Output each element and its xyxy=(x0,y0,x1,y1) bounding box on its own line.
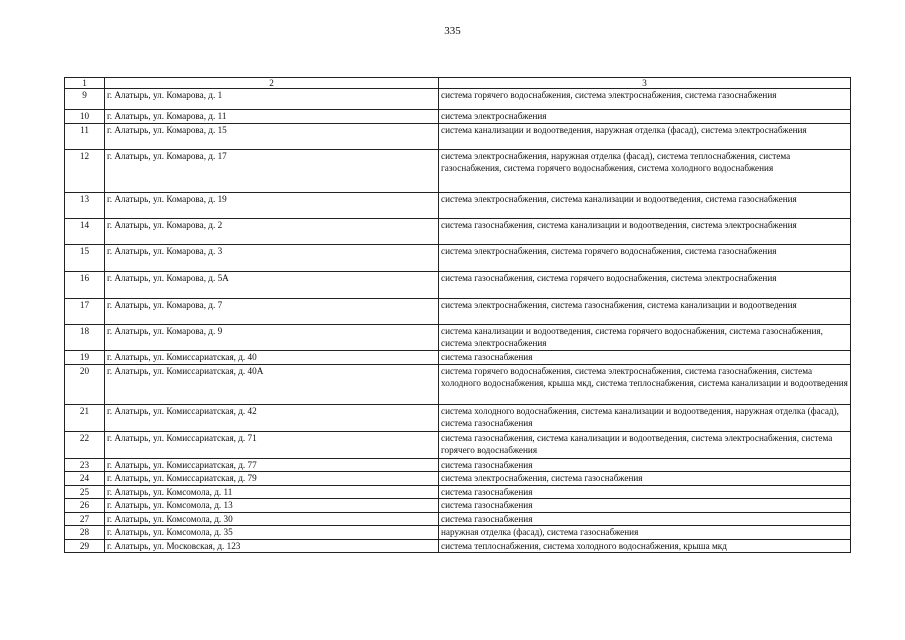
row-number-cell: 17 xyxy=(65,298,105,324)
systems-cell: система электроснабжения, наружная отделка (фасад), система теплоснабжения, система газоснабжения, система горячего водоснабжения, система холодного водоснабжения xyxy=(439,149,851,192)
table-row xyxy=(65,472,851,486)
table-row xyxy=(65,123,851,149)
row-number-cell: 18 xyxy=(65,324,105,350)
address-cell: г. Алатырь, ул. Комарова, д. 7 xyxy=(105,298,439,324)
systems-cell: система канализации и водоотведения, наружная отделка (фасад), система электроснабжения xyxy=(439,123,851,149)
systems-table xyxy=(64,77,851,553)
table-row xyxy=(65,458,851,472)
table-row xyxy=(65,404,851,431)
table-row xyxy=(65,192,851,218)
table-header-row xyxy=(65,78,851,89)
row-number-cell: 13 xyxy=(65,192,105,218)
systems-cell: система газоснабжения xyxy=(439,350,851,364)
table-row xyxy=(65,89,851,110)
column-header-systems: 3 xyxy=(439,78,851,89)
address-cell: г. Алатырь, ул. Комсомола, д. 13 xyxy=(105,499,439,513)
row-number-cell: 10 xyxy=(65,110,105,124)
systems-cell: система горячего водоснабжения, система электроснабжения, система газоснабжения, система холодного водоснабжения, крыша мкд, система теплоснабжения, система канализации и водоотведения xyxy=(439,364,851,404)
address-cell: г. Алатырь, ул. Комиссариатская, д. 71 xyxy=(105,431,439,458)
table-row xyxy=(65,499,851,513)
table-row xyxy=(65,350,851,364)
table-row xyxy=(65,244,851,271)
systems-cell: система холодного водоснабжения, система канализации и водоотведения, наружная отделка (фасад), система газоснабжения xyxy=(439,404,851,431)
address-cell: г. Алатырь, ул. Комсомола, д. 11 xyxy=(105,485,439,499)
address-cell: г. Алатырь, ул. Московская, д. 123 xyxy=(105,539,439,553)
row-number-cell: 24 xyxy=(65,472,105,486)
address-cell: г. Алатырь, ул. Комсомола, д. 35 xyxy=(105,526,439,540)
address-cell: г. Алатырь, ул. Комарова, д. 3 xyxy=(105,244,439,271)
row-number-cell: 22 xyxy=(65,431,105,458)
table-row xyxy=(65,218,851,244)
systems-cell: система газоснабжения, система канализации и водоотведения, система электроснабжения xyxy=(439,218,851,244)
systems-cell: система горячего водоснабжения, система электроснабжения, система газоснабжения xyxy=(439,89,851,110)
systems-cell: система газоснабжения, система канализации и водоотведения, система электроснабжения, система горячего водоснабжения xyxy=(439,431,851,458)
table-row xyxy=(65,298,851,324)
column-header-address: 2 xyxy=(105,78,439,89)
column-header-number: 1 xyxy=(65,78,105,89)
systems-cell: система газоснабжения, система горячего водоснабжения, система электроснабжения xyxy=(439,271,851,298)
address-cell: г. Алатырь, ул. Комарова, д. 1 xyxy=(105,89,439,110)
table-row xyxy=(65,526,851,540)
address-cell: г. Алатырь, ул. Комиссариатская, д. 40 xyxy=(105,350,439,364)
row-number-cell: 19 xyxy=(65,350,105,364)
table-row xyxy=(65,271,851,298)
address-cell: г. Алатырь, ул. Комарова, д. 17 xyxy=(105,149,439,192)
address-cell: г. Алатырь, ул. Комарова, д. 2 xyxy=(105,218,439,244)
row-number-cell: 14 xyxy=(65,218,105,244)
address-cell: г. Алатырь, ул. Комсомола, д. 30 xyxy=(105,512,439,526)
row-number-cell: 11 xyxy=(65,123,105,149)
table-row xyxy=(65,512,851,526)
table-row xyxy=(65,364,851,404)
table-row xyxy=(65,149,851,192)
row-number-cell: 20 xyxy=(65,364,105,404)
table-row xyxy=(65,431,851,458)
systems-cell: система электроснабжения, система газоснабжения, система канализации и водоотведения xyxy=(439,298,851,324)
systems-cell: система электроснабжения, система горячего водоснабжения, система газоснабжения xyxy=(439,244,851,271)
systems-cell: система газоснабжения xyxy=(439,458,851,472)
address-cell: г. Алатырь, ул. Комарова, д. 5А xyxy=(105,271,439,298)
systems-cell: система канализации и водоотведения, система горячего водоснабжения, система газоснабжения, система электроснабжения xyxy=(439,324,851,350)
address-cell: г. Алатырь, ул. Комарова, д. 19 xyxy=(105,192,439,218)
row-number-cell: 27 xyxy=(65,512,105,526)
row-number-cell: 23 xyxy=(65,458,105,472)
systems-cell: система теплоснабжения, система холодного водоснабжения, крыша мкд xyxy=(439,539,851,553)
systems-cell: система электроснабжения xyxy=(439,110,851,124)
address-cell: г. Алатырь, ул. Комарова, д. 15 xyxy=(105,123,439,149)
systems-cell: система электроснабжения, система газоснабжения xyxy=(439,472,851,486)
systems-cell: наружная отделка (фасад), система газоснабжения xyxy=(439,526,851,540)
table-row xyxy=(65,324,851,350)
row-number-cell: 25 xyxy=(65,485,105,499)
page-number: 335 xyxy=(444,25,461,37)
systems-cell: система газоснабжения xyxy=(439,499,851,513)
row-number-cell: 15 xyxy=(65,244,105,271)
systems-cell: система газоснабжения xyxy=(439,485,851,499)
systems-cell: система электроснабжения, система канализации и водоотведения, система газоснабжения xyxy=(439,192,851,218)
address-cell: г. Алатырь, ул. Комарова, д. 9 xyxy=(105,324,439,350)
address-cell: г. Алатырь, ул. Комиссариатская, д. 77 xyxy=(105,458,439,472)
table-row xyxy=(65,110,851,124)
address-cell: г. Алатырь, ул. Комарова, д. 11 xyxy=(105,110,439,124)
row-number-cell: 29 xyxy=(65,539,105,553)
table-row xyxy=(65,485,851,499)
row-number-cell: 16 xyxy=(65,271,105,298)
row-number-cell: 26 xyxy=(65,499,105,513)
address-cell: г. Алатырь, ул. Комиссариатская, д. 42 xyxy=(105,404,439,431)
row-number-cell: 28 xyxy=(65,526,105,540)
row-number-cell: 9 xyxy=(65,89,105,110)
row-number-cell: 12 xyxy=(65,149,105,192)
address-cell: г. Алатырь, ул. Комиссариатская, д. 79 xyxy=(105,472,439,486)
address-cell: г. Алатырь, ул. Комиссариатская, д. 40А xyxy=(105,364,439,404)
row-number-cell: 21 xyxy=(65,404,105,431)
systems-cell: система газоснабжения xyxy=(439,512,851,526)
table-row xyxy=(65,539,851,553)
